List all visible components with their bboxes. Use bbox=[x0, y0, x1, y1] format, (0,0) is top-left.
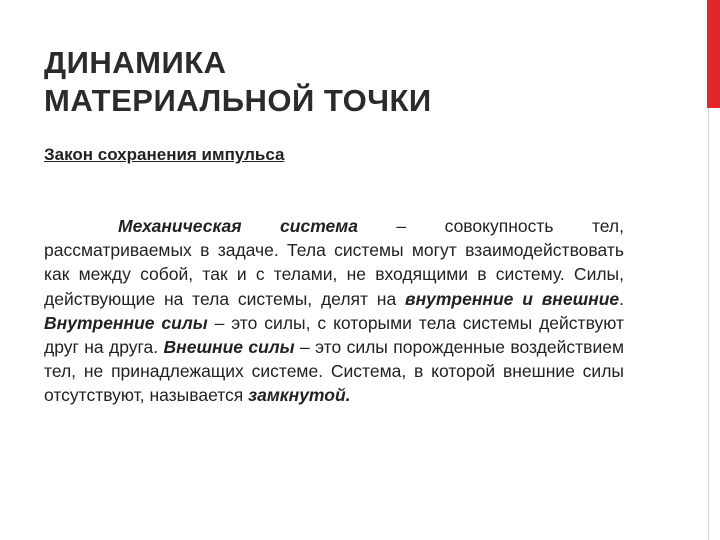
body-text-run: . bbox=[619, 288, 624, 309]
slide-subtitle: Закон сохранения импульса bbox=[44, 145, 285, 164]
body-text-run: – это силы порожденные воздействием тел, не принадлежащих системе. Система, в которой внешние силы отсутствуют, называется bbox=[44, 337, 624, 406]
term-closed-system: замкнутой. bbox=[248, 385, 351, 406]
slide-title-line-2: МАТЕРИАЛЬНОЙ ТОЧКИ bbox=[44, 83, 432, 118]
slide-title bbox=[44, 44, 432, 120]
body-text-run: – это силы, с которыми тела системы действуют друг на друга. bbox=[44, 312, 624, 358]
right-divider-line bbox=[708, 108, 709, 540]
body-text-run: – совокупность тел, рассматриваемых в задаче. Тела системы могут взаимодействовать как между собой, так и с телами, не входящими в систему. Силы, действующие на тела системы, делят на bbox=[44, 216, 625, 309]
term-internal-external: внутренние и внешние bbox=[405, 288, 620, 309]
term-mechanical-system: Механическая система bbox=[118, 216, 358, 236]
slide-title-line-1: ДИНАМИКА bbox=[44, 45, 227, 80]
body-paragraph bbox=[44, 214, 624, 408]
term-internal-forces: Внутренние силы bbox=[44, 312, 208, 333]
term-external-forces: Внешние силы bbox=[163, 337, 295, 358]
accent-bar bbox=[707, 0, 720, 108]
